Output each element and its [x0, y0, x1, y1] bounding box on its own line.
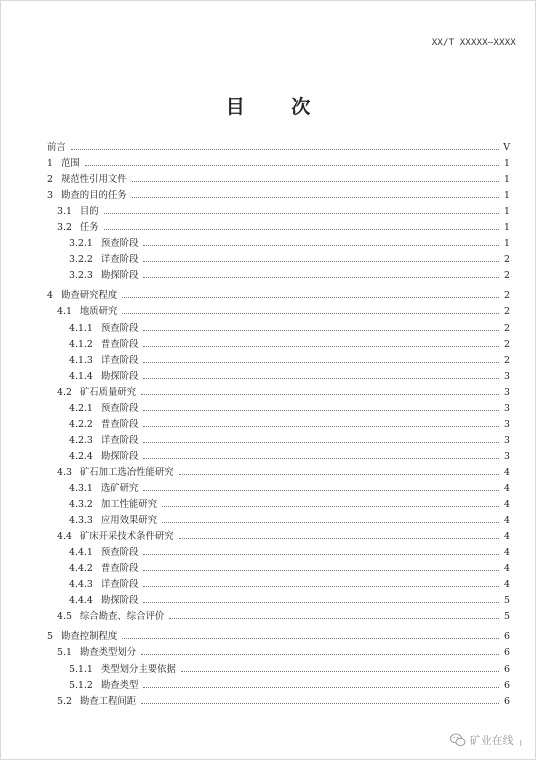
dot-leader: [141, 654, 499, 655]
toc-entry-page: 3: [504, 402, 510, 414]
dot-leader: [122, 638, 499, 639]
toc-entry-label: 矿石加工选冶性能研究: [79, 466, 174, 478]
toc-entry-page: 4: [504, 515, 510, 527]
toc-entry-number: 5.1.2: [69, 679, 93, 691]
toc-entry-label: 前言: [47, 142, 66, 153]
toc-entry[interactable]: [47, 662, 510, 678]
toc-entry-page: 4: [504, 579, 510, 591]
toc-entry-label: 预查阶段: [100, 402, 139, 414]
toc-entry-page: 1: [504, 222, 510, 234]
toc-entry-number: 4.4.3: [69, 579, 93, 591]
toc-entry-label: 综合勘查、综合评价: [79, 611, 165, 623]
toc-entry-page: 1: [504, 158, 510, 170]
toc-entry[interactable]: [47, 140, 510, 156]
toc-entry-number: 4.1: [57, 306, 72, 318]
dot-leader: [143, 554, 499, 555]
toc-entry-label: 勘探阶段: [100, 270, 139, 282]
watermark-text: 矿业在线: [469, 734, 514, 747]
toc-entry-page: 1: [504, 190, 510, 202]
dot-leader: [143, 570, 499, 571]
toc-entry-label: 规范性引用文件: [60, 174, 127, 186]
toc-entry-page: 6: [504, 647, 510, 659]
watermark: [450, 732, 522, 748]
table-of-contents: [47, 140, 510, 710]
toc-entry-number: 5.1: [57, 647, 72, 659]
dot-leader: [143, 458, 499, 459]
toc-entry-label: 矿石质量研究: [79, 386, 137, 398]
toc-entry-page: 3: [504, 434, 510, 446]
toc-entry[interactable]: [47, 629, 510, 645]
toc-entry[interactable]: [47, 593, 510, 609]
dot-leader: [143, 442, 499, 443]
toc-entry-label: 范围: [60, 158, 80, 170]
wechat-icon: [450, 733, 466, 747]
toc-entry-page: 1: [504, 238, 510, 250]
toc-entry-label: 任务: [79, 222, 99, 234]
toc-entry-number: 1: [47, 158, 53, 170]
toc-entry-label: 详查阶段: [100, 254, 139, 266]
dot-leader: [179, 474, 499, 475]
toc-entry-number: 4.2: [57, 386, 72, 398]
dot-leader: [71, 149, 499, 150]
toc-entry-number: 4.4: [57, 531, 72, 543]
toc-entry-page: 2: [504, 254, 510, 266]
toc-entry[interactable]: [47, 449, 510, 465]
toc-entry[interactable]: [47, 433, 510, 449]
standard-code: XX/T XXXXX—XXXX: [431, 38, 516, 48]
page-title: 目 次: [225, 96, 331, 118]
toc-entry-number: 4.2.2: [69, 418, 93, 430]
toc-entry[interactable]: [47, 304, 510, 320]
toc-entry-number: 4.1.1: [69, 322, 93, 334]
dot-leader: [143, 687, 499, 688]
toc-entry-page: 5: [504, 595, 510, 607]
toc-entry-page: 4: [504, 499, 510, 511]
toc-entry-label: 普查阶段: [100, 563, 139, 575]
toc-entry-number: 3.2.1: [69, 238, 93, 250]
dot-leader: [143, 245, 499, 246]
toc-entry[interactable]: [47, 694, 510, 710]
toc-entry-number: 4.4.1: [69, 547, 93, 559]
toc-entry-label: 类型划分主要依据: [100, 663, 176, 675]
toc-entry[interactable]: [47, 220, 510, 236]
toc-entry-number: 4.3.2: [69, 499, 93, 511]
toc-entry-number: 4.2.3: [69, 434, 93, 446]
dot-leader: [143, 490, 499, 491]
toc-entry-label: 详查阶段: [100, 434, 139, 446]
toc-entry[interactable]: [47, 288, 510, 304]
toc-entry-page: 4: [504, 466, 510, 478]
toc-entry[interactable]: [47, 645, 510, 661]
toc-entry[interactable]: [47, 321, 510, 337]
toc-entry-page: 2: [504, 306, 510, 318]
page-number: I: [519, 739, 522, 748]
toc-entry-number: 4.1.4: [69, 370, 93, 382]
toc-entry-number: 2: [47, 174, 53, 186]
dot-leader: [122, 313, 499, 314]
toc-entry[interactable]: [47, 156, 510, 172]
toc-entry-page: V: [503, 142, 510, 153]
toc-entry-label: 勘查类型: [100, 679, 139, 691]
toc-entry-label: 勘查控制程度: [60, 631, 118, 643]
toc-entry-label: 应用效果研究: [100, 515, 158, 527]
toc-entry-label: 勘探阶段: [100, 370, 139, 382]
toc-entry[interactable]: [47, 678, 510, 694]
toc-entry-page: 2: [504, 322, 510, 334]
dot-leader: [143, 362, 499, 363]
toc-entry[interactable]: [47, 577, 510, 593]
toc-entry-number: 4.3: [57, 466, 72, 478]
toc-entry-page: 3: [504, 370, 510, 382]
toc-entry-number: 4.4.2: [69, 563, 93, 575]
toc-entry-page: 2: [504, 354, 510, 366]
toc-entry-page: 1: [504, 174, 510, 186]
toc-entry-number: 4.3.1: [69, 482, 93, 494]
toc-entry-label: 预查阶段: [100, 547, 139, 559]
toc-entry[interactable]: [47, 609, 510, 625]
toc-entry-label: 选矿研究: [100, 482, 139, 494]
dot-leader: [162, 506, 499, 507]
toc-entry-number: 3.2.3: [69, 270, 93, 282]
toc-entry-label: 勘探阶段: [100, 450, 139, 462]
toc-entry-number: 4.3.3: [69, 515, 93, 527]
toc-entry[interactable]: [47, 369, 510, 385]
toc-entry-label: 详查阶段: [100, 354, 139, 366]
toc-entry[interactable]: [47, 268, 510, 284]
toc-entry-label: 详查阶段: [100, 579, 139, 591]
toc-entry-page: 3: [504, 450, 510, 462]
dot-leader: [104, 229, 499, 230]
toc-entry[interactable]: [47, 337, 510, 353]
toc-entry-page: 2: [504, 290, 510, 302]
toc-entry[interactable]: [47, 465, 510, 481]
toc-entry[interactable]: [47, 204, 510, 220]
toc-entry-number: 4.2.4: [69, 450, 93, 462]
toc-entry-page: 4: [504, 482, 510, 494]
toc-entry[interactable]: [47, 252, 510, 268]
toc-entry-label: 勘查工程间距: [79, 695, 137, 707]
toc-entry[interactable]: [47, 401, 510, 417]
dot-leader: [141, 703, 499, 704]
toc-entry-label: 普查阶段: [100, 338, 139, 350]
dot-leader: [143, 602, 499, 603]
toc-entry-number: 4: [47, 290, 53, 302]
toc-entry-page: 1: [504, 206, 510, 218]
toc-entry-number: 5.2: [57, 695, 72, 707]
dot-leader: [141, 394, 499, 395]
toc-entry-page: 3: [504, 418, 510, 430]
toc-entry-label: 预查阶段: [100, 322, 139, 334]
dot-leader: [179, 538, 499, 539]
toc-entry-page: 6: [504, 679, 510, 691]
toc-entry-page: 5: [504, 611, 510, 623]
toc-entry[interactable]: [47, 188, 510, 204]
toc-entry-label: 加工性能研究: [100, 499, 158, 511]
toc-entry-number: 4.2.1: [69, 402, 93, 414]
toc-entry[interactable]: [47, 561, 510, 577]
toc-entry-number: 3: [47, 190, 53, 202]
toc-entry-number: 3.2.2: [69, 254, 93, 266]
toc-entry-label: 目的: [79, 206, 99, 218]
toc-entry[interactable]: [47, 545, 510, 561]
dot-leader: [122, 297, 499, 298]
toc-entry-page: 2: [504, 338, 510, 350]
dot-leader: [132, 197, 499, 198]
toc-entry-number: 5.1.1: [69, 663, 93, 675]
dot-leader: [143, 330, 499, 331]
dot-leader: [143, 346, 499, 347]
dot-leader: [132, 181, 499, 182]
toc-entry[interactable]: [47, 385, 510, 401]
toc-entry-number: 4.1.2: [69, 338, 93, 350]
toc-entry-label: 矿床开采技术条件研究: [79, 531, 174, 543]
dot-leader: [181, 671, 499, 672]
dot-leader: [169, 618, 499, 619]
dot-leader: [143, 410, 499, 411]
toc-entry-number: 4.4.4: [69, 595, 93, 607]
toc-entry-page: 6: [504, 663, 510, 675]
dot-leader: [85, 165, 499, 166]
toc-entry-page: 3: [504, 386, 510, 398]
dot-leader: [143, 426, 499, 427]
toc-entry-page: 4: [504, 563, 510, 575]
toc-entry-number: 4.1.3: [69, 354, 93, 366]
toc-entry-label: 地质研究: [79, 306, 118, 318]
toc-entry-label: 勘探阶段: [100, 595, 139, 607]
toc-entry[interactable]: [47, 236, 510, 252]
toc-entry[interactable]: [47, 353, 510, 369]
dot-leader: [104, 213, 499, 214]
toc-entry-number: 4.5: [57, 611, 72, 623]
toc-entry-page: 2: [504, 270, 510, 282]
toc-entry-page: 4: [504, 547, 510, 559]
toc-entry-label: 勘查研究程度: [60, 290, 118, 302]
toc-entry[interactable]: [47, 417, 510, 433]
toc-entry[interactable]: [47, 481, 510, 497]
toc-entry-label: 勘查类型划分: [79, 647, 137, 659]
toc-entry-number: 3.2: [57, 222, 72, 234]
toc-entry[interactable]: [47, 513, 510, 529]
toc-entry[interactable]: [47, 497, 510, 513]
dot-leader: [143, 261, 499, 262]
dot-leader: [143, 277, 499, 278]
dot-leader: [143, 586, 499, 587]
toc-entry-page: 6: [504, 695, 510, 707]
toc-entry-label: 勘查的目的任务: [60, 190, 127, 202]
toc-entry-label: 普查阶段: [100, 418, 139, 430]
toc-entry-number: 5: [47, 631, 53, 643]
toc-entry-label: 预查阶段: [100, 238, 139, 250]
toc-entry-page: 4: [504, 531, 510, 543]
toc-entry[interactable]: [47, 529, 510, 545]
toc-entry-number: 3.1: [57, 206, 72, 218]
toc-entry[interactable]: [47, 172, 510, 188]
dot-leader: [143, 378, 499, 379]
toc-entry-page: 6: [504, 631, 510, 643]
dot-leader: [162, 522, 499, 523]
